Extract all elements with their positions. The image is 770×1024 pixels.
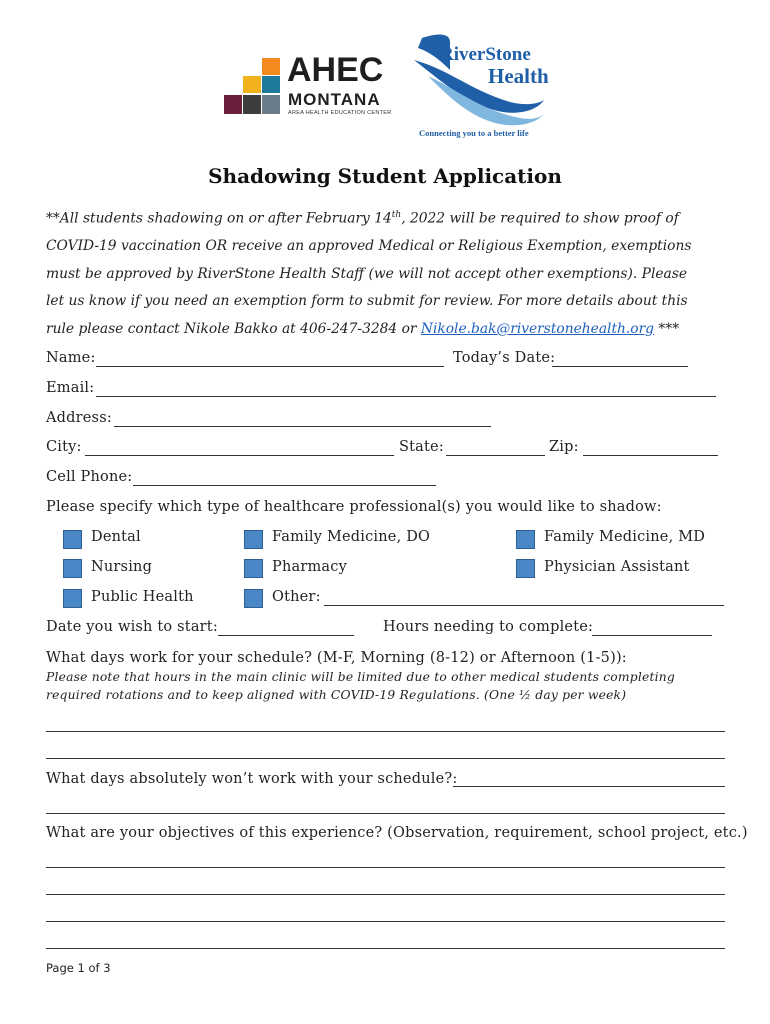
todays-date-field[interactable] <box>552 366 688 367</box>
dental-checkbox[interactable] <box>63 530 82 549</box>
nursing-checkbox[interactable] <box>63 559 82 578</box>
nursing-label: Nursing <box>91 559 153 575</box>
start-date-field[interactable] <box>218 635 354 636</box>
notice-line-5b: *** <box>654 320 680 337</box>
family-md-checkbox[interactable] <box>516 530 535 549</box>
address-label: Address: <box>46 410 112 426</box>
page-title: Shadowing Student Application <box>208 164 562 188</box>
notice-line-1 <box>46 202 746 233</box>
riverstone-name-text: RiverStone <box>440 44 531 65</box>
name-label: Name: <box>46 350 96 366</box>
notice-line-5 <box>46 316 746 344</box>
vaccination-notice <box>46 202 746 343</box>
days-not-work-field-2[interactable] <box>46 813 725 814</box>
pharmacy-checkbox[interactable] <box>244 559 263 578</box>
days-not-work-field-1[interactable] <box>453 786 725 787</box>
other-label: Other: <box>272 589 321 605</box>
notice-line-4: let us know if you need an exemption form to submit for review. For more details about this <box>46 293 688 310</box>
zip-label: Zip: <box>549 439 579 455</box>
specify-prompt: Please specify which type of healthcare professional(s) you would like to shadow: <box>46 499 662 515</box>
physician-assistant-label: Physician Assistant <box>544 559 690 575</box>
notice-line-1a: **All students shadowing on or after February 14 <box>46 210 392 227</box>
cell-phone-label: Cell Phone: <box>46 469 133 485</box>
ahec-sub-text: AREA HEALTH EDUCATION CENTER <box>288 110 392 116</box>
days-work-field-1[interactable] <box>46 731 725 732</box>
state-field[interactable] <box>446 455 545 456</box>
days-work-note-2: required rotations and to keep aligned with COVID-19 Regulations. (One ½ day per week) <box>46 688 627 702</box>
hours-field[interactable] <box>592 635 712 636</box>
family-do-checkbox[interactable] <box>244 530 263 549</box>
riverstone-health-text: Health <box>488 64 549 88</box>
notice-sup: th <box>391 210 402 220</box>
notice-line-1b: , 2022 will be required to show proof of <box>401 210 679 227</box>
city-label: City: <box>46 439 82 455</box>
notice-line-3: must be approved by RiverStone Health Staff (we will not accept other exemptions). Please <box>46 265 687 282</box>
ahec-logo <box>224 51 409 117</box>
family-do-label: Family Medicine, DO <box>272 529 431 545</box>
family-md-label: Family Medicine, MD <box>544 529 706 545</box>
physician-assistant-checkbox[interactable] <box>516 559 535 578</box>
hours-label: Hours needing to complete: <box>383 619 594 635</box>
other-field[interactable] <box>324 605 724 606</box>
days-work-field-2[interactable] <box>46 758 725 759</box>
city-field[interactable] <box>85 455 394 456</box>
objectives-field-1[interactable] <box>46 867 725 868</box>
notice-line-2: COVID-19 vaccination OR receive an approved Medical or Religious Exemption, exemptions <box>46 238 692 255</box>
cell-phone-field[interactable] <box>133 485 436 486</box>
email-field[interactable] <box>96 396 716 397</box>
objectives-field-3[interactable] <box>46 921 725 922</box>
zip-field[interactable] <box>583 455 718 456</box>
public-health-checkbox[interactable] <box>63 589 82 608</box>
address-field[interactable] <box>114 426 491 427</box>
notice-line-5a: rule please contact Nikole Bakko at 406-247-3284 or <box>46 320 421 337</box>
riverstone-logo <box>410 30 550 142</box>
page-number: Page 1 of 3 <box>46 961 111 975</box>
objectives-field-2[interactable] <box>46 894 725 895</box>
other-checkbox[interactable] <box>244 589 263 608</box>
objectives-question: What are your objectives of this experience? (Observation, requirement, school project, etc.) <box>46 825 748 841</box>
riverstone-tagline: Connecting you to a better life <box>419 128 529 138</box>
ahec-main-text: AHEC <box>287 51 384 89</box>
email-label: Email: <box>46 380 95 396</box>
dental-label: Dental <box>91 529 141 545</box>
start-date-label: Date you wish to start: <box>46 619 218 635</box>
ahec-state-text: MONTANA <box>288 90 381 109</box>
public-health-label: Public Health <box>91 589 194 605</box>
contact-email-link[interactable]: Nikole.bak@riverstonehealth.org <box>420 320 655 337</box>
days-not-work-question: What days absolutely won’t work with your schedule?: <box>46 771 458 787</box>
state-label: State: <box>399 439 444 455</box>
objectives-field-4[interactable] <box>46 948 725 949</box>
ahec-color-blocks <box>224 55 284 117</box>
name-field[interactable] <box>96 366 444 367</box>
days-work-question: What days work for your schedule? (M-F, Morning (8-12) or Afternoon (1-5)): <box>46 650 627 666</box>
todays-date-label: Today’s Date: <box>453 350 556 366</box>
days-work-note-1: Please note that hours in the main clinic will be limited due to other medical students completing <box>46 670 675 684</box>
pharmacy-label: Pharmacy <box>272 559 347 575</box>
